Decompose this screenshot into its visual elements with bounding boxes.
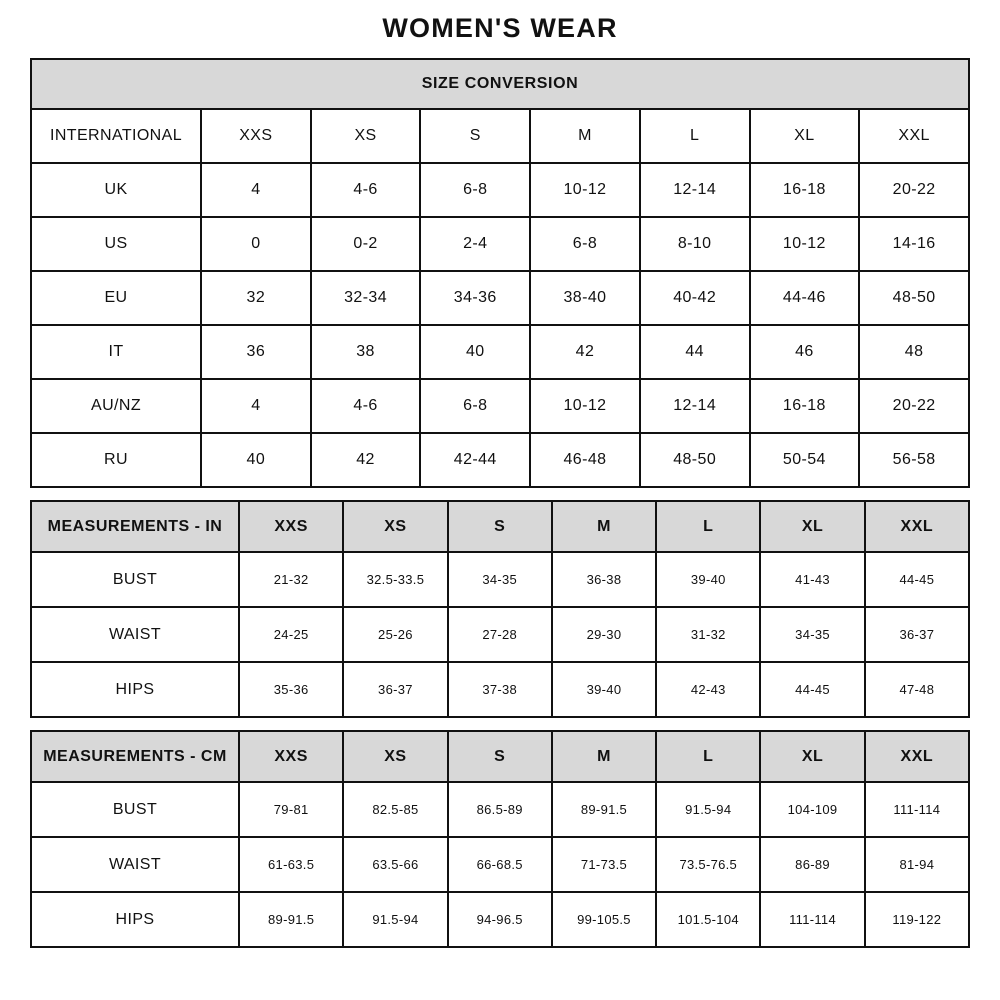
table-cell: 99-105.5 [552,892,656,947]
table-cell: 86.5-89 [448,782,552,837]
table-cell: 2-4 [420,217,530,271]
column-header: XL [750,109,860,163]
table-cell: 46 [750,325,860,379]
table-cell: 50-54 [750,433,860,487]
table-cell: 20-22 [859,163,969,217]
table-cell: 119-122 [865,892,969,947]
table-cell: 39-40 [552,662,656,717]
column-header: XL [760,731,864,782]
row-label: IT [31,325,201,379]
column-header: L [656,501,760,552]
table-cell: 81-94 [865,837,969,892]
table-row [31,662,969,717]
table-cell: 4 [201,379,311,433]
table-cell: 44-46 [750,271,860,325]
row-label: EU [31,271,201,325]
row-label: WAIST [31,607,239,662]
column-header: XS [343,501,447,552]
table-row [31,163,969,217]
table-cell: 48-50 [640,433,750,487]
column-header: M [552,731,656,782]
table-cell: 20-22 [859,379,969,433]
table-row [31,892,969,947]
column-header: XS [311,109,421,163]
table-row [31,325,969,379]
table-cell: 91.5-94 [656,782,760,837]
table-cell: 104-109 [760,782,864,837]
table-cell: 66-68.5 [448,837,552,892]
table-cell: 46-48 [530,433,640,487]
table-cell: 29-30 [552,607,656,662]
table-cell: 42 [530,325,640,379]
table-cell: 63.5-66 [343,837,447,892]
table-row [31,433,969,487]
table-cell: 31-32 [656,607,760,662]
column-header: M [530,109,640,163]
column-header: L [656,731,760,782]
column-header: L [640,109,750,163]
table-cell: 42-44 [420,433,530,487]
column-header: XXS [201,109,311,163]
table-cell: 38-40 [530,271,640,325]
table-cell: 47-48 [865,662,969,717]
table-cell: 8-10 [640,217,750,271]
table-cell: 101.5-104 [656,892,760,947]
table-cell: 34-36 [420,271,530,325]
column-header: XXL [865,731,969,782]
table-cell: 79-81 [239,782,343,837]
table-cell: 42 [311,433,421,487]
table-row [31,782,969,837]
row-label: HIPS [31,892,239,947]
table-cell: 111-114 [865,782,969,837]
measurements-in-banner: MEASUREMENTS - IN [31,501,239,552]
size-conversion-banner: SIZE CONVERSION [31,59,969,109]
table-row [31,552,969,607]
table-cell: 35-36 [239,662,343,717]
table-row [31,217,969,271]
row-label: AU/NZ [31,379,201,433]
row-label: RU [31,433,201,487]
table-cell: 4 [201,163,311,217]
measurements-cm-banner: MEASUREMENTS - CM [31,731,239,782]
table-cell: 41-43 [760,552,864,607]
table-cell: 27-28 [448,607,552,662]
column-header-row [31,109,969,163]
table-cell: 36-38 [552,552,656,607]
table-cell: 56-58 [859,433,969,487]
table-cell: 34-35 [760,607,864,662]
column-header: M [552,501,656,552]
column-header: XXL [865,501,969,552]
table-cell: 40 [420,325,530,379]
table-cell: 36 [201,325,311,379]
table-cell: 24-25 [239,607,343,662]
column-header: XXS [239,731,343,782]
table-cell: 91.5-94 [343,892,447,947]
table-cell: 48-50 [859,271,969,325]
table-cell: 36-37 [865,607,969,662]
table-cell: 14-16 [859,217,969,271]
column-header: S [448,501,552,552]
table-cell: 32-34 [311,271,421,325]
table-cell: 82.5-85 [343,782,447,837]
row-label: BUST [31,782,239,837]
table-cell: 32 [201,271,311,325]
column-header: XL [760,501,864,552]
table-cell: 0 [201,217,311,271]
column-header: XS [343,731,447,782]
table-cell: 10-12 [750,217,860,271]
table-cell: 21-32 [239,552,343,607]
table-cell: 40-42 [640,271,750,325]
table-cell: 4-6 [311,163,421,217]
table-cell: 37-38 [448,662,552,717]
banner-row [31,59,969,109]
table-cell: 12-14 [640,163,750,217]
column-header: XXL [859,109,969,163]
table-cell: 12-14 [640,379,750,433]
table-cell: 89-91.5 [552,782,656,837]
table-cell: 34-35 [448,552,552,607]
table-row [31,271,969,325]
page-title: WOMEN'S WEAR [382,13,618,43]
table-cell: 48 [859,325,969,379]
table-cell: 40 [201,433,311,487]
row-label: WAIST [31,837,239,892]
table-cell: 111-114 [760,892,864,947]
table-cell: 6-8 [420,163,530,217]
row-label: UK [31,163,201,217]
table-cell: 6-8 [420,379,530,433]
column-header: S [420,109,530,163]
table-cell: 36-37 [343,662,447,717]
table-cell: 32.5-33.5 [343,552,447,607]
table-cell: 44-45 [865,552,969,607]
column-header-row [31,501,969,552]
table-cell: 61-63.5 [239,837,343,892]
column-header-row [31,731,969,782]
table-row [31,837,969,892]
table-row [31,379,969,433]
measurements-in-table [30,500,970,718]
table-cell: 25-26 [343,607,447,662]
table-row [31,607,969,662]
table-cell: 10-12 [530,163,640,217]
column-header: INTERNATIONAL [31,109,201,163]
table-cell: 89-91.5 [239,892,343,947]
table-cell: 0-2 [311,217,421,271]
table-cell: 44-45 [760,662,864,717]
table-cell: 94-96.5 [448,892,552,947]
table-cell: 6-8 [530,217,640,271]
row-label: BUST [31,552,239,607]
table-cell: 4-6 [311,379,421,433]
table-cell: 73.5-76.5 [656,837,760,892]
table-cell: 42-43 [656,662,760,717]
table-cell: 38 [311,325,421,379]
measurements-cm-table [30,730,970,948]
size-chart-page [30,0,970,948]
size-conversion-table [30,58,970,488]
table-cell: 39-40 [656,552,760,607]
table-cell: 86-89 [760,837,864,892]
column-header: XXS [239,501,343,552]
table-cell: 71-73.5 [552,837,656,892]
column-header: S [448,731,552,782]
table-cell: 16-18 [750,379,860,433]
row-label: HIPS [31,662,239,717]
row-label: US [31,217,201,271]
table-cell: 10-12 [530,379,640,433]
table-cell: 44 [640,325,750,379]
table-cell: 16-18 [750,163,860,217]
